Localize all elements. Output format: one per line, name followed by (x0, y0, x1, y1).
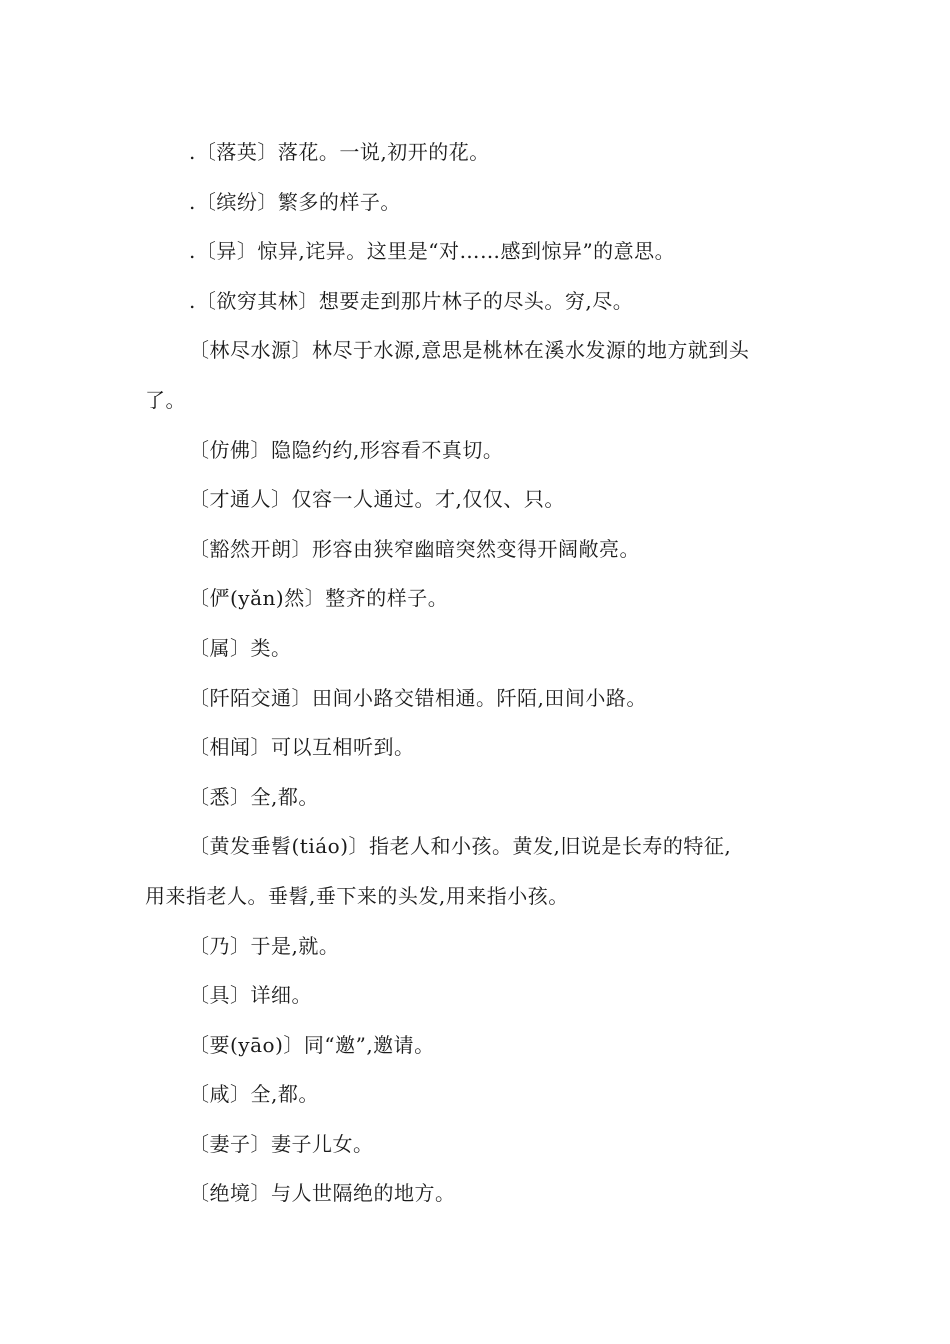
note-line: 〔阡陌交通〕田间小路交错相通。阡陌,田间小路。 (189, 685, 647, 710)
note-line-continuation: 了。 (145, 387, 186, 412)
note-line: 〔仿佛〕隐隐约约,形容看不真切。 (189, 437, 504, 462)
note-line: .〔落英〕落花。一说,初开的花。 (189, 140, 490, 164)
note-line: 〔相闻〕可以互相听到。 (189, 735, 415, 760)
note-line: 〔绝境〕与人世隔绝的地方。 (189, 1181, 456, 1206)
note-line: .〔异〕惊异,诧异。这里是“对……感到惊异”的意思。 (189, 239, 676, 264)
note-line: 〔乃〕于是,就。 (189, 933, 340, 958)
note-line: 〔林尽水源〕林尽于水源,意思是桃林在溪水发源的地方就到头 (189, 338, 750, 363)
note-line: 〔要(yāo)〕同“邀”,邀请。 (189, 1032, 435, 1057)
note-line: 〔具〕详细。 (189, 983, 312, 1008)
note-line: .〔缤纷〕繁多的样子。 (189, 189, 401, 214)
note-line: .〔欲穷其林〕想要走到那片林子的尽头。穷,尽。 (189, 288, 634, 313)
note-line: 〔黄发垂髫(tiáo)〕指老人和小孩。黄发,旧说是长寿的特征, (189, 834, 732, 859)
note-line: 〔咸〕全,都。 (189, 1082, 319, 1107)
note-line-continuation: 用来指老人。垂髫,垂下来的头发,用来指小孩。 (145, 883, 569, 908)
note-line: 〔悉〕全,都。 (189, 784, 319, 809)
note-line: 〔才通人〕仅容一人通过。才,仅仅、只。 (189, 487, 565, 512)
note-line: 〔豁然开朗〕形容由狭窄幽暗突然变得开阔敞亮。 (189, 536, 640, 561)
note-line: 〔属〕类。 (189, 635, 292, 660)
note-line: 〔俨(yǎn)然〕整齐的样子。 (189, 586, 449, 611)
note-line: 〔妻子〕妻子儿女。 (189, 1131, 374, 1156)
annotation-list (145, 128, 810, 1219)
